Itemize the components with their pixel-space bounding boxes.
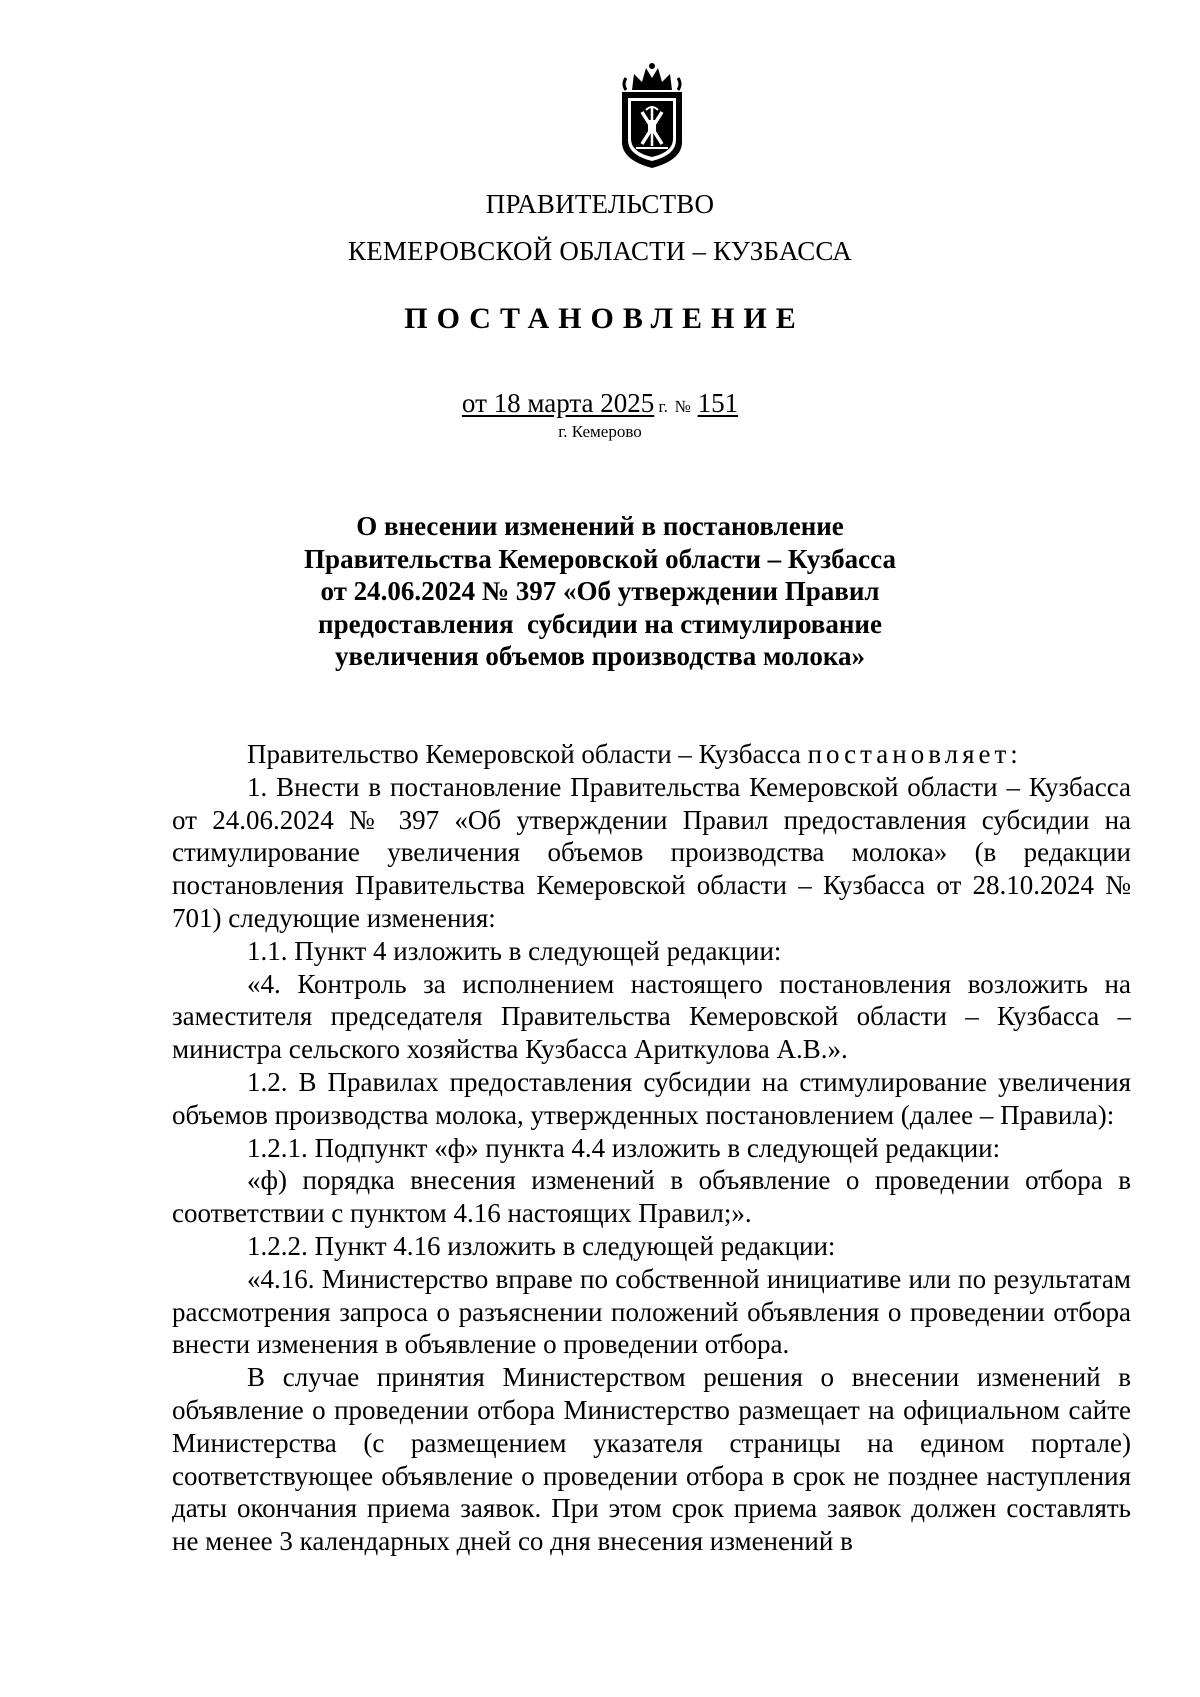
title-line: Правительства Кемеровской области – Кузбасса — [304, 543, 896, 574]
body-paragraph: 1. Внести в постановление Правительства Кемеровской области – Кузбасса от 24.06.2024 № 397 «Об утверждении Правил предоставления субсидии на стимулирование увеличения объемов производства молока» (в редакции постановления Правительства Кемеровской области – Кузбасса от 28.10.2024 № 701) следующие изменения: — [172, 771, 1131, 933]
government-name-line2: КЕМЕРОВСКОЙ ОБЛАСТИ – КУЗБАССА — [348, 236, 852, 266]
coat-of-arms-icon — [612, 60, 692, 170]
document-title — [300, 510, 900, 673]
body-paragraph: В случае принятия Министерством решения о внесении изменений в объявление о проведении отбора Министерство размещает на официальном сайте Министерства (с размещением указателя страницы на едином портале) соответствующее объявление о проведении отбора в срок не позднее наступления даты окончания приема заявок. При этом срок приема заявок должен составлять не менее 3 календарных дней со дня внесения изменений в — [172, 1362, 1131, 1557]
year-suffix: г. — [654, 397, 668, 416]
number-sign: № — [674, 397, 691, 416]
body-paragraph: 1.2. В Правилах предоставления субсидии на стимулирование увеличения объемов производства молока, утвержденных постановлением (далее – Правила): — [172, 1066, 1131, 1130]
title-line: увеличения объемов производства молока» — [334, 641, 865, 671]
document-type-heading: ПОСТАНОВЛЕНИЕ — [404, 302, 805, 335]
intro-decree-word: постановляет: — [807, 739, 1022, 769]
intro-prefix: Правительство Кемеровской области – Кузбасса — [247, 739, 808, 769]
title-line: О внесении изменений в постановление — [356, 511, 844, 541]
document-body — [172, 738, 1131, 1558]
government-name-line1: ПРАВИТЕЛЬСТВО — [485, 189, 715, 219]
body-paragraph: «4.16. Министерство вправе по собственной инициативе или по результатам рассмотрения запроса о разъяснении положений объявления о проведении отбора внести изменения в объявление о проведении отбора. — [172, 1263, 1131, 1360]
document-city: г. Кемерово — [558, 422, 642, 441]
document-date-number — [0, 387, 1200, 423]
title-line: от 24.06.2024 № 397 «Об утверждении Правил — [320, 576, 880, 606]
body-paragraph: 1.2.1. Подпункт «ф» пункта 4.4 изложить в следующей редакции: — [247, 1132, 1001, 1163]
title-line: предоставления субсидии на стимулирование — [318, 608, 882, 639]
body-paragraph: «4. Контроль за исполнением настоящего постановления возложить на заместителя председателя Правительства Кемеровской области – Кузбасса – министра сельского хозяйства Кузбасса Ариткулова А.В.». — [172, 968, 1131, 1065]
document-number: 151 — [697, 388, 739, 418]
intro-paragraph — [172, 738, 1131, 771]
body-paragraph: 1.1. Пункт 4 изложить в следующей редакции: — [247, 935, 782, 966]
document-date: от 18 марта 2025 — [461, 388, 655, 418]
body-paragraph: «ф) порядка внесения изменений в объявление о проведении отбора в соответствии с пунктом 4.16 настоящих Правил;». — [172, 1165, 1131, 1229]
body-paragraph: 1.2.2. Пункт 4.16 изложить в следующей редакции: — [247, 1230, 836, 1261]
